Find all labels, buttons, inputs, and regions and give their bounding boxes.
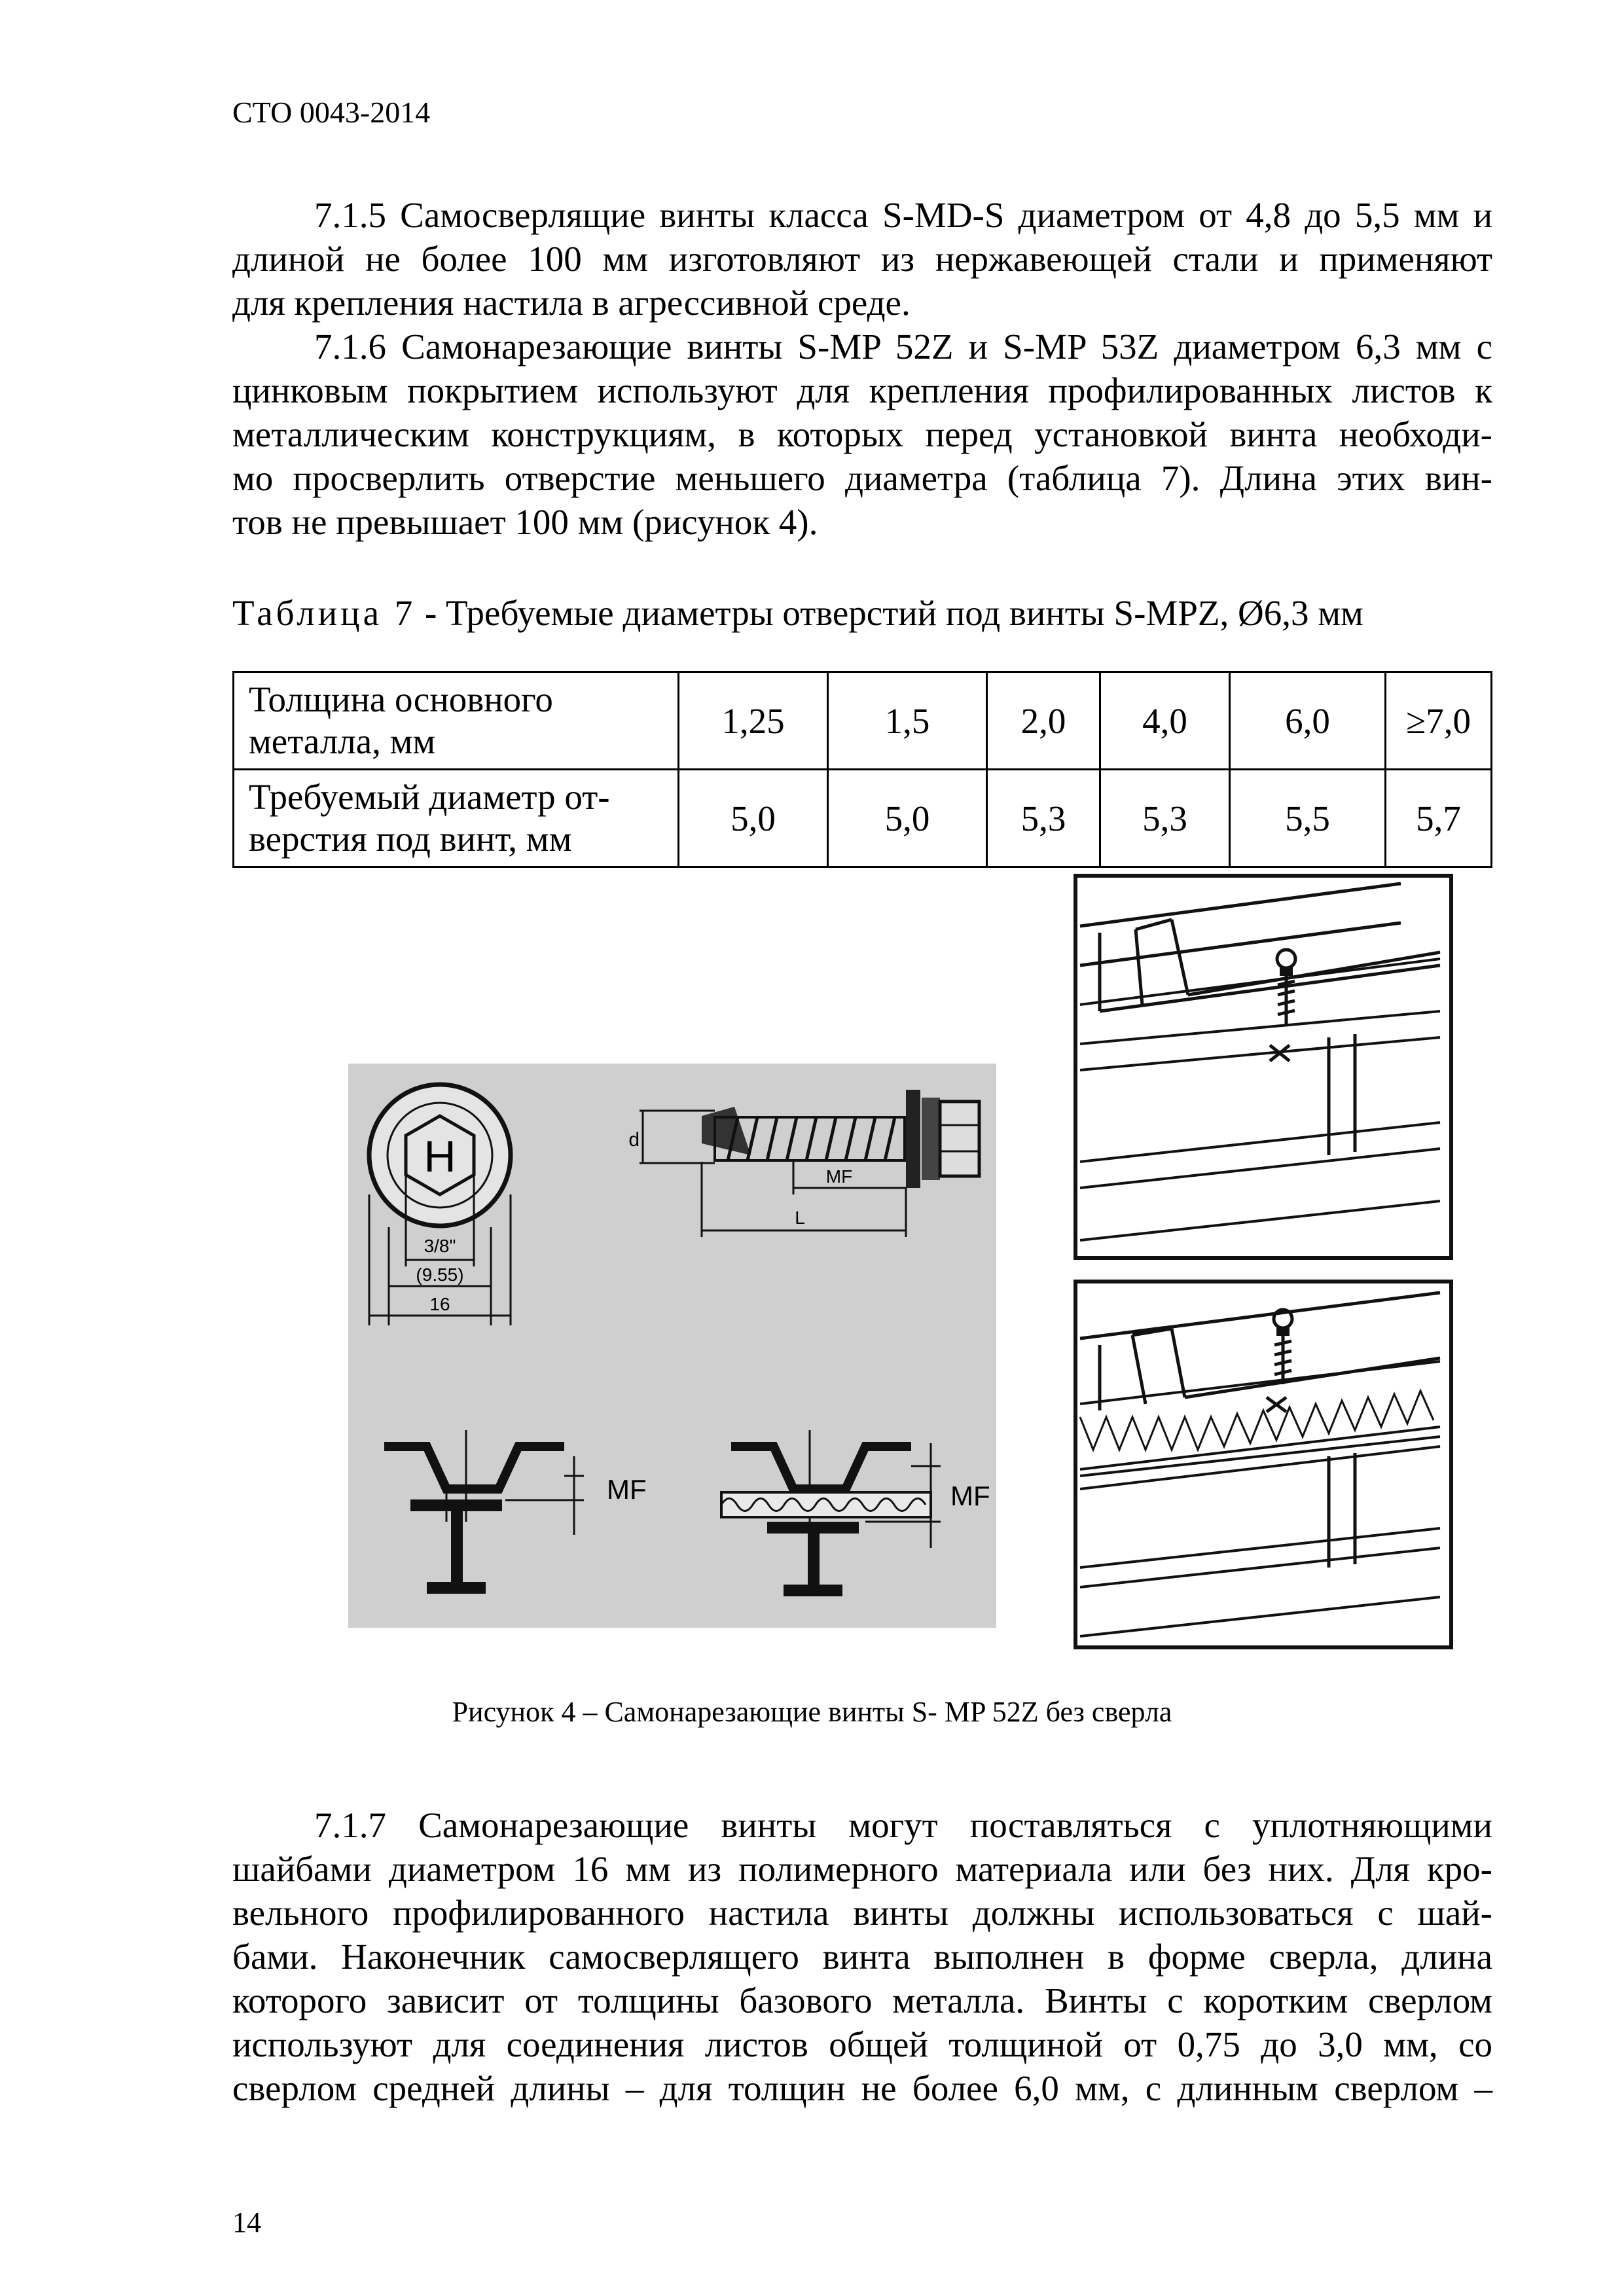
table-7	[232, 671, 1492, 868]
row-header-line: Толщина основного	[249, 679, 553, 719]
table-cell: 1,25	[679, 672, 828, 770]
text-line: 7.1.6 Самонарезающие винты S-MP 52Z и S-MP 53Z диаметром 6,3 мм с	[314, 327, 1492, 367]
row-header-line: металла, мм	[249, 721, 436, 761]
row-header	[234, 672, 679, 770]
figure-caption: Рисунок 4 – Самонарезающие винты S- MP 52Z без сверла	[452, 1696, 1172, 1728]
table-cell: 5,3	[987, 770, 1100, 867]
table-caption	[232, 592, 1363, 634]
text-line: мо просверлить отверстие меньшего диаметра (таблица 7). Длина этих вин-	[232, 458, 1492, 498]
table-cell: ≥7,0	[1386, 672, 1492, 770]
table-cell: 2,0	[987, 672, 1100, 770]
table-cell: 4,0	[1100, 672, 1230, 770]
page-number: 14	[232, 2206, 261, 2238]
row-header	[234, 770, 679, 867]
screw-installed-sandwich-illustration	[1074, 1280, 1453, 1649]
table-caption-label: Таблица 7	[232, 593, 416, 633]
document-code: СТО 0043-2014	[232, 96, 431, 129]
screw-drawing-svg	[348, 1064, 996, 1628]
dim-frac-label: 3/8"	[424, 1236, 456, 1256]
row-header-line: Требуемый диаметр от-	[249, 777, 610, 817]
dim-d-label: d	[628, 1129, 640, 1151]
table-cell: 5,7	[1386, 770, 1492, 867]
text-line: 7.1.5 Самосверлящие винты класса S-MD-S диаметром от 4,8 до 5,5 мм и	[314, 195, 1492, 235]
installation-drawing-svg	[1074, 874, 1453, 1260]
text-line: шайбами диаметром 16 мм из полимерного материала или без них. Для кро-	[232, 1849, 1492, 1889]
table-row	[234, 770, 1492, 867]
screw-installed-profile-illustration	[1074, 874, 1453, 1260]
table-cell: 5,0	[828, 770, 987, 867]
text-line: вельного профилированного настила винты должны использоваться с шай-	[232, 1893, 1492, 1933]
paragraph-7-1-6	[232, 325, 1492, 544]
text-line: металлическим конструкциям, в которых перед установкой винта необходи-	[232, 414, 1492, 454]
text-line: бами. Наконечник самосверлящего винта выполнен в форме сверла, длина	[232, 1937, 1492, 1977]
table-cell: 5,5	[1230, 770, 1386, 867]
mf-right-label: MF	[950, 1480, 990, 1511]
text-line: сверлом средней длины – для толщин не более 6,0 мм, с длинным сверлом –	[232, 2068, 1492, 2108]
table-cell: 5,0	[679, 770, 828, 867]
table-row	[234, 672, 1492, 770]
sandwich-drawing-svg	[1074, 1280, 1453, 1649]
dim-mf-label: MF	[825, 1166, 853, 1187]
table-cell: 5,3	[1100, 770, 1230, 867]
text-line: которого зависит от толщины базового металла. Винты с коротким сверлом	[232, 1981, 1492, 2020]
mf-left-label: MF	[607, 1474, 647, 1505]
text-line: для крепления настила в агрессивной среде.	[232, 283, 911, 323]
text-line: длиной не более 100 мм изготовляют из нержавеющей стали и применяют	[232, 239, 1492, 279]
screw-dimension-drawing	[348, 1064, 996, 1628]
dim-955-label: (9.55)	[416, 1265, 464, 1285]
row-header-line: верстия под винт, мм	[249, 819, 572, 859]
table-caption-text: - Требуемые диаметры отверстий под винты S-MPZ, Ø6,3 мм	[416, 593, 1363, 633]
table-cell: 6,0	[1230, 672, 1386, 770]
dim-l-label: L	[795, 1208, 805, 1228]
paragraph-7-1-7	[232, 1803, 1492, 2110]
table-cell: 1,5	[828, 672, 987, 770]
text-line: используют для соединения листов общей толщиной от 0,75 до 3,0 мм, со	[232, 2024, 1492, 2064]
hex-label: H	[424, 1132, 456, 1181]
paragraph-7-1-5	[232, 193, 1492, 325]
dim-16-label: 16	[429, 1294, 450, 1314]
text-line: тов не превышает 100 мм (рисунок 4).	[232, 502, 818, 542]
text-line: цинковым покрытием используют для крепления профилированных листов к	[232, 370, 1492, 410]
text-line: 7.1.7 Самонарезающие винты могут поставляться с уплотняющими	[314, 1805, 1492, 1845]
